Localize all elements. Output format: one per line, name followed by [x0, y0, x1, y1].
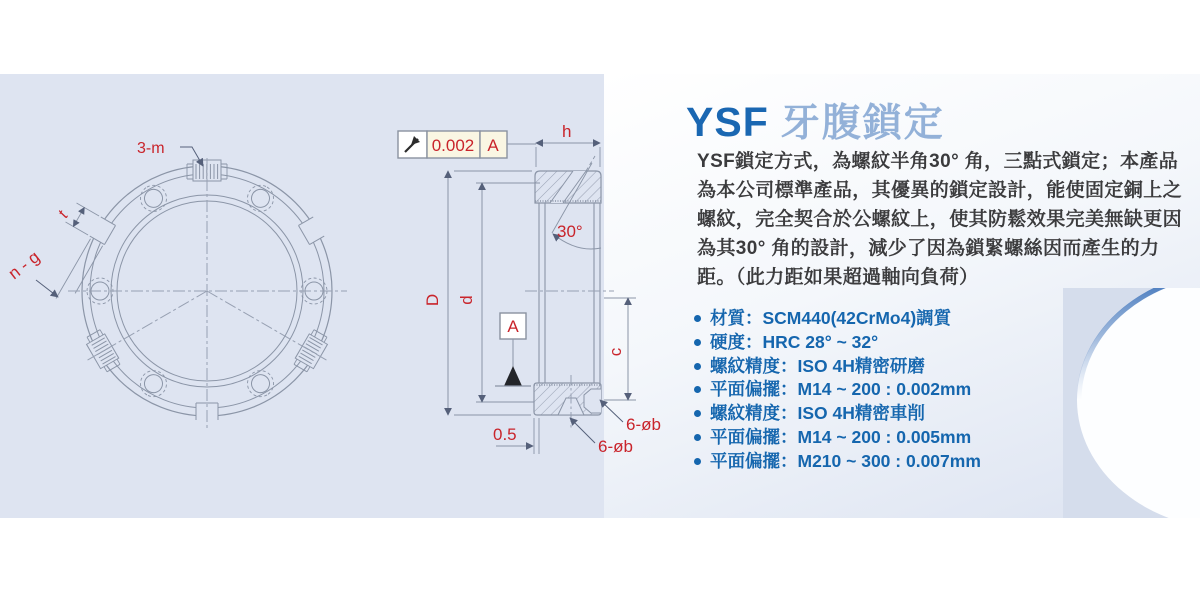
spec-text: 材質：SCM440(42CrMo4)調質: [710, 308, 952, 328]
datum-symbol: [495, 313, 531, 386]
decorative-swoosh-graphic: [1063, 288, 1200, 518]
spec-item: [694, 307, 981, 331]
runout-datum: A: [487, 136, 499, 155]
spec-text: 平面偏擺：M14 ~ 200 : 0.002mm: [710, 379, 972, 400]
spec-item: [694, 355, 981, 379]
datum-letter: A: [507, 317, 519, 336]
product-chinese-name: 牙腹鎖定: [780, 102, 945, 145]
front-slot-width-label: n - g: [4, 247, 44, 284]
spec-item: [694, 426, 981, 450]
description-line: 距。（此力距如果超過軸向負荷）: [697, 267, 979, 288]
spec-text: 螺紋精度：ISO 4H精密車削: [710, 403, 925, 424]
bullet-icon: [694, 458, 701, 465]
side-holes-label-b: 6-øb: [598, 437, 633, 456]
spec-text: 硬度：HRC 28° ~ 32°: [710, 331, 879, 352]
description-line: 螺紋，完全契合於公螺紋上，使其防鬆效果完美無缺更因: [697, 209, 1183, 230]
bullet-icon: [694, 339, 701, 346]
spec-item: [694, 331, 981, 355]
runout-tolerance-frame: [398, 131, 536, 158]
description-line: 為其30° 角的設計，減少了因為鎖緊螺絲因而產生的力: [697, 238, 1160, 259]
front-view-drawing: [0, 120, 380, 440]
side-offset-label: 0.5: [493, 425, 517, 444]
front-slot-depth-label: t: [55, 208, 72, 222]
spec-text: 螺紋精度：ISO 4H精密研磨: [710, 355, 925, 376]
bullet-icon: [694, 363, 701, 370]
bullet-icon: [694, 410, 701, 417]
description-line: 為本公司標準產品，其優異的鎖定設計，能使固定銅上之: [697, 180, 1183, 201]
bullet-icon: [694, 386, 701, 393]
description-line: YSF鎖定方式，為螺紋半角30° 角，三點式鎖定；本產品: [697, 151, 1179, 172]
product-series-name: YSF: [686, 99, 769, 145]
side-thread-diameter-label: d: [457, 295, 476, 305]
front-thread-count-label: 3-m: [137, 140, 165, 157]
side-view-drawing: [390, 110, 680, 470]
top-section-block: [535, 156, 601, 203]
bottom-section-block: [534, 375, 601, 428]
page-title: [686, 92, 945, 148]
spec-text: 平面偏擺：M210 ~ 300 : 0.007mm: [710, 450, 981, 471]
bullet-icon: [694, 315, 701, 322]
side-outer-diameter-label: D: [423, 293, 442, 307]
side-holes-label-a: 6-øb: [626, 415, 661, 434]
spec-item: [694, 402, 981, 426]
runout-value: 0.002: [431, 136, 475, 155]
side-angle-label: 30°: [557, 222, 583, 241]
spec-item: [694, 450, 981, 474]
rim-slots: [30, 203, 324, 420]
side-hole-position-label: c: [606, 347, 625, 357]
bullet-icon: [694, 434, 701, 441]
product-description: [697, 147, 1183, 292]
spec-item: [694, 378, 981, 402]
side-width-label: h: [562, 122, 572, 141]
spec-text: 平面偏擺：M14 ~ 200 : 0.005mm: [710, 426, 972, 447]
spec-list: [694, 307, 981, 474]
